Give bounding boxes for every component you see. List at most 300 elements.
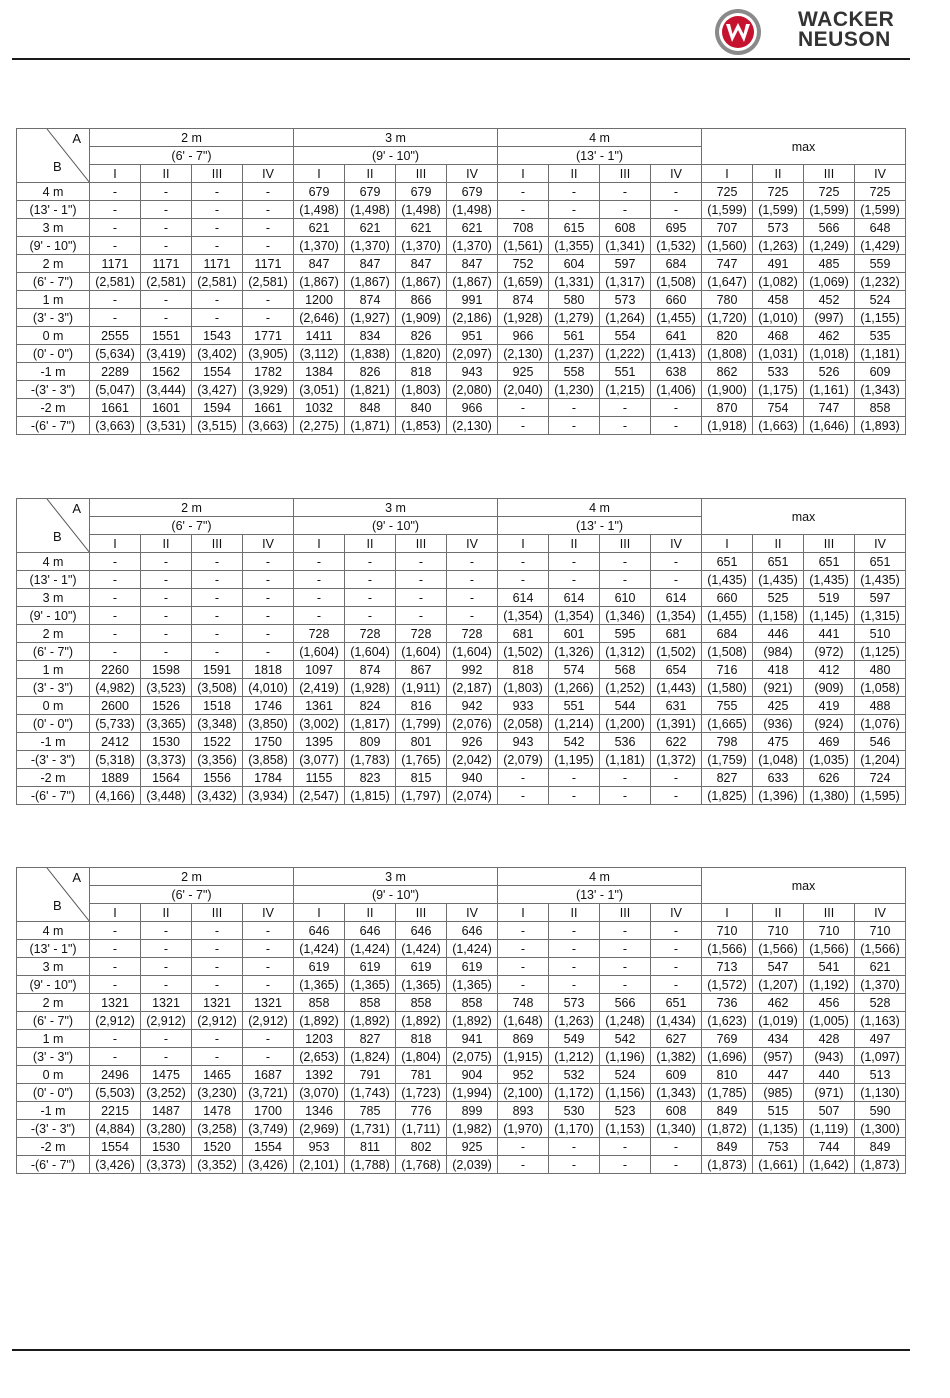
table-cell: 904 xyxy=(447,1066,498,1084)
table-cell: 1321 xyxy=(90,994,141,1012)
table-cell: (3,002) xyxy=(294,715,345,733)
wacker-neuson-logo-mark-icon xyxy=(714,8,762,56)
table-cell: 710 xyxy=(702,922,753,940)
column-header: IV xyxy=(243,535,294,553)
table-cell: 480 xyxy=(855,661,906,679)
table-cell: 725 xyxy=(702,183,753,201)
table-cell: (1,153) xyxy=(600,1120,651,1138)
column-header: I xyxy=(702,535,753,553)
table-cell: (1,215) xyxy=(600,381,651,399)
table-row xyxy=(17,958,906,976)
row-label: 2 m xyxy=(17,255,90,273)
table-cell: 1750 xyxy=(243,733,294,751)
row-label: 0 m xyxy=(17,1066,90,1084)
corner-cell xyxy=(17,868,90,922)
table-cell: 818 xyxy=(396,1030,447,1048)
table-cell: 933 xyxy=(498,697,549,715)
brand-line-2: NEUSON xyxy=(798,28,891,51)
column-header: I xyxy=(90,165,141,183)
table-cell: (1,604) xyxy=(396,643,447,661)
table-cell: - xyxy=(141,625,192,643)
table-cell: 755 xyxy=(702,697,753,715)
table-cell: (1,892) xyxy=(447,1012,498,1030)
table-cell: 679 xyxy=(447,183,498,201)
table-cell: (1,911) xyxy=(396,679,447,697)
table-cell: (1,424) xyxy=(396,940,447,958)
table-cell: 1518 xyxy=(192,697,243,715)
table-cell: (1,498) xyxy=(345,201,396,219)
table-cell: - xyxy=(600,958,651,976)
table-cell: 597 xyxy=(855,589,906,607)
table-cell: 614 xyxy=(651,589,702,607)
table-cell: 1687 xyxy=(243,1066,294,1084)
table-cell: - xyxy=(345,553,396,571)
table-cell: (2,581) xyxy=(90,273,141,291)
table-cell: 684 xyxy=(651,255,702,273)
table-cell: (936) xyxy=(753,715,804,733)
table-cell: 619 xyxy=(447,958,498,976)
table-cell: 716 xyxy=(702,661,753,679)
table-cell: - xyxy=(90,940,141,958)
table-cell: - xyxy=(141,219,192,237)
table-row xyxy=(17,1030,906,1048)
table-cell: 847 xyxy=(447,255,498,273)
row-label: (9' - 10") xyxy=(17,976,90,994)
table-cell: (2,912) xyxy=(243,1012,294,1030)
table-cell: (2,186) xyxy=(447,309,498,327)
table-cell: - xyxy=(192,976,243,994)
table-cell: (1,838) xyxy=(345,345,396,363)
table-cell: 823 xyxy=(345,769,396,787)
table-cell: 621 xyxy=(345,219,396,237)
table-cell: 535 xyxy=(855,327,906,345)
row-label: 3 m xyxy=(17,219,90,237)
table-cell: 1818 xyxy=(243,661,294,679)
table-cell: (1,803) xyxy=(498,679,549,697)
group-header: max xyxy=(702,868,906,904)
table-cell: 609 xyxy=(651,1066,702,1084)
table-cell: 866 xyxy=(396,291,447,309)
table-cell: 619 xyxy=(396,958,447,976)
table-cell: (1,561) xyxy=(498,237,549,255)
table-cell: (1,970) xyxy=(498,1120,549,1138)
table-cell: - xyxy=(192,183,243,201)
column-header: I xyxy=(498,535,549,553)
table-cell: 1564 xyxy=(141,769,192,787)
header-row-columns xyxy=(17,904,906,922)
row-label: 1 m xyxy=(17,661,90,679)
table-cell: 542 xyxy=(549,733,600,751)
table-cell: - xyxy=(396,589,447,607)
table-cell: 566 xyxy=(600,994,651,1012)
table-cell: 447 xyxy=(753,1066,804,1084)
table-cell: (1,266) xyxy=(549,679,600,697)
table-cell: 992 xyxy=(447,661,498,679)
table-cell: 785 xyxy=(345,1102,396,1120)
table-row xyxy=(17,255,906,273)
table-cell: 573 xyxy=(600,291,651,309)
table-cell: 849 xyxy=(702,1102,753,1120)
row-label: 0 m xyxy=(17,697,90,715)
table-cell: - xyxy=(192,1048,243,1066)
row-label: -1 m xyxy=(17,363,90,381)
table-cell: 530 xyxy=(549,1102,600,1120)
table-cell: - xyxy=(549,417,600,435)
table-cell: (1,623) xyxy=(702,1012,753,1030)
table-cell: (3,508) xyxy=(192,679,243,697)
table-cell: 753 xyxy=(753,1138,804,1156)
table-cell: (1,872) xyxy=(702,1120,753,1138)
table-cell: - xyxy=(600,1138,651,1156)
column-header: I xyxy=(498,904,549,922)
table-cell: 943 xyxy=(498,733,549,751)
table-cell: 858 xyxy=(345,994,396,1012)
corner-label-b: B xyxy=(53,898,62,913)
table-cell: (1,927) xyxy=(345,309,396,327)
row-label: 1 m xyxy=(17,291,90,309)
table-cell: 858 xyxy=(396,994,447,1012)
table-cell: 1032 xyxy=(294,399,345,417)
row-label: 4 m xyxy=(17,553,90,571)
table-row xyxy=(17,1138,906,1156)
table-cell: 2260 xyxy=(90,661,141,679)
table-cell: 827 xyxy=(702,769,753,787)
table-cell: (1,982) xyxy=(447,1120,498,1138)
table-cell: (3,280) xyxy=(141,1120,192,1138)
table-cell: (2,969) xyxy=(294,1120,345,1138)
table-cell: - xyxy=(498,940,549,958)
table-cell: - xyxy=(141,1030,192,1048)
table-cell: (1,821) xyxy=(345,381,396,399)
table-cell: (4,010) xyxy=(243,679,294,697)
table-cell: (943) xyxy=(804,1048,855,1066)
table-cell: - xyxy=(549,787,600,805)
row-label: 4 m xyxy=(17,183,90,201)
table-cell: - xyxy=(141,309,192,327)
table-row xyxy=(17,183,906,201)
column-header: II xyxy=(753,904,804,922)
table-cell: 513 xyxy=(855,1066,906,1084)
table-cell: 874 xyxy=(345,291,396,309)
table-cell: 725 xyxy=(753,183,804,201)
table-cell: 551 xyxy=(549,697,600,715)
table-cell: (1,413) xyxy=(651,345,702,363)
column-header: III xyxy=(804,535,855,553)
table-cell: 633 xyxy=(753,769,804,787)
table-cell: 580 xyxy=(549,291,600,309)
table-cell: - xyxy=(141,237,192,255)
table-cell: 725 xyxy=(804,183,855,201)
table-cell: (1,435) xyxy=(804,571,855,589)
table-cell: 544 xyxy=(600,697,651,715)
table-cell: (1,900) xyxy=(702,381,753,399)
header-row-groups xyxy=(17,499,906,517)
row-label: (9' - 10") xyxy=(17,607,90,625)
table-cell: (3,356) xyxy=(192,751,243,769)
table-cell: 1591 xyxy=(192,661,243,679)
column-header: IV xyxy=(855,535,906,553)
table-cell: (1,048) xyxy=(753,751,804,769)
table-cell: (1,434) xyxy=(651,1012,702,1030)
column-header: IV xyxy=(447,165,498,183)
table-cell: 542 xyxy=(600,1030,651,1048)
table-cell: 1700 xyxy=(243,1102,294,1120)
table-cell: (3,444) xyxy=(141,381,192,399)
table-cell: 1171 xyxy=(141,255,192,273)
table-cell: - xyxy=(600,553,651,571)
table-cell: - xyxy=(600,976,651,994)
table-cell: - xyxy=(243,607,294,625)
table-cell: - xyxy=(549,183,600,201)
table-cell: (1,765) xyxy=(396,751,447,769)
table-cell: (3,051) xyxy=(294,381,345,399)
table-cell: 1395 xyxy=(294,733,345,751)
table-cell: 1384 xyxy=(294,363,345,381)
table-cell: (1,566) xyxy=(855,940,906,958)
table-cell: 497 xyxy=(855,1030,906,1048)
table-cell: 869 xyxy=(498,1030,549,1048)
table-cell: (2,100) xyxy=(498,1084,549,1102)
table-cell: - xyxy=(549,571,600,589)
row-label: -(3' - 3") xyxy=(17,381,90,399)
table-cell: (1,010) xyxy=(753,309,804,327)
table-cell: 526 xyxy=(804,363,855,381)
table-cell: 769 xyxy=(702,1030,753,1048)
table-cell: (1,647) xyxy=(702,273,753,291)
table-cell: (1,783) xyxy=(345,751,396,769)
table-cell: (972) xyxy=(804,643,855,661)
table-cell: 441 xyxy=(804,625,855,643)
table-row xyxy=(17,381,906,399)
table-cell: 468 xyxy=(753,327,804,345)
table-cell: (1,264) xyxy=(600,309,651,327)
group-header: 3 m xyxy=(294,129,498,147)
row-label: 2 m xyxy=(17,994,90,1012)
table-cell: 547 xyxy=(753,958,804,976)
column-header: II xyxy=(141,165,192,183)
table-cell: (924) xyxy=(804,715,855,733)
table-cell: - xyxy=(600,571,651,589)
table-cell: 847 xyxy=(294,255,345,273)
table-cell: - xyxy=(651,1138,702,1156)
table-cell: (1,663) xyxy=(753,417,804,435)
table-cell: (1,252) xyxy=(600,679,651,697)
table-cell: 595 xyxy=(600,625,651,643)
table-cell: 1746 xyxy=(243,697,294,715)
row-label: (13' - 1") xyxy=(17,201,90,219)
table-cell: 2496 xyxy=(90,1066,141,1084)
table-cell: (3,523) xyxy=(141,679,192,697)
table-row xyxy=(17,661,906,679)
table-cell: - xyxy=(243,219,294,237)
table-cell: - xyxy=(294,607,345,625)
row-label: 0 m xyxy=(17,327,90,345)
table-cell: (2,079) xyxy=(498,751,549,769)
table-cell: (1,435) xyxy=(753,571,804,589)
column-header: III xyxy=(600,165,651,183)
table-cell: 1321 xyxy=(141,994,192,1012)
table-cell: 849 xyxy=(855,1138,906,1156)
table-cell: 942 xyxy=(447,697,498,715)
table-cell: 943 xyxy=(447,363,498,381)
table-cell: (1,279) xyxy=(549,309,600,327)
column-header: II xyxy=(549,535,600,553)
table-cell: - xyxy=(192,607,243,625)
row-label: (6' - 7") xyxy=(17,1012,90,1030)
table-cell: (1,566) xyxy=(702,940,753,958)
table-cell: 2555 xyxy=(90,327,141,345)
table-cell: (1,312) xyxy=(600,643,651,661)
table-cell: 1522 xyxy=(192,733,243,751)
group-header: 3 m xyxy=(294,499,498,517)
row-label: (3' - 3") xyxy=(17,1048,90,1066)
table-cell: 614 xyxy=(498,589,549,607)
table-cell: (2,101) xyxy=(294,1156,345,1174)
table-cell: 551 xyxy=(600,363,651,381)
group-header: 2 m xyxy=(90,129,294,147)
table-cell: - xyxy=(498,958,549,976)
table-cell: 840 xyxy=(396,399,447,417)
column-header: III xyxy=(192,165,243,183)
column-header: IV xyxy=(243,904,294,922)
table-cell: (1,192) xyxy=(804,976,855,994)
table-cell: 811 xyxy=(345,1138,396,1156)
table-cell: - xyxy=(294,553,345,571)
table-cell: (1,232) xyxy=(855,273,906,291)
table-cell: 590 xyxy=(855,1102,906,1120)
table-row xyxy=(17,399,906,417)
table-cell: (3,721) xyxy=(243,1084,294,1102)
table-cell: (3,515) xyxy=(192,417,243,435)
table-cell: (1,659) xyxy=(498,273,549,291)
row-label: -1 m xyxy=(17,1102,90,1120)
column-header: I xyxy=(702,165,753,183)
column-header: III xyxy=(600,904,651,922)
table-row xyxy=(17,363,906,381)
table-cell: - xyxy=(141,291,192,309)
table-cell: 858 xyxy=(855,399,906,417)
table-cell: 425 xyxy=(753,697,804,715)
table-row xyxy=(17,1102,906,1120)
table-cell: (1,365) xyxy=(447,976,498,994)
table-cell: 810 xyxy=(702,1066,753,1084)
table-cell: (1,204) xyxy=(855,751,906,769)
header-row-columns xyxy=(17,535,906,553)
table-cell: (1,380) xyxy=(804,787,855,805)
column-header: IV xyxy=(243,165,294,183)
table-cell: 781 xyxy=(396,1066,447,1084)
table-cell: (1,424) xyxy=(345,940,396,958)
table-cell: - xyxy=(498,787,549,805)
table-cell: 452 xyxy=(804,291,855,309)
column-header: IV xyxy=(447,904,498,922)
table-cell: 1171 xyxy=(243,255,294,273)
column-header: IV xyxy=(447,535,498,553)
row-label: (0' - 0") xyxy=(17,345,90,363)
table-cell: 609 xyxy=(855,363,906,381)
table-cell: 713 xyxy=(702,958,753,976)
column-header: I xyxy=(294,904,345,922)
table-cell: 1346 xyxy=(294,1102,345,1120)
table-cell: (1,820) xyxy=(396,345,447,363)
table-cell: (1,566) xyxy=(804,940,855,958)
table-cell: (2,130) xyxy=(498,345,549,363)
group-header: max xyxy=(702,499,906,535)
table-cell: - xyxy=(243,940,294,958)
table-cell: (2,080) xyxy=(447,381,498,399)
table-row xyxy=(17,273,906,291)
table-row xyxy=(17,679,906,697)
corner-label-b: B xyxy=(53,159,62,174)
table-cell: - xyxy=(243,1048,294,1066)
table-cell: - xyxy=(498,201,549,219)
table-cell: (1,263) xyxy=(753,237,804,255)
table-cell: 874 xyxy=(345,661,396,679)
column-header: II xyxy=(549,165,600,183)
table-cell: - xyxy=(192,201,243,219)
table-cell: (4,166) xyxy=(90,787,141,805)
table-cell: - xyxy=(141,589,192,607)
table-cell: 622 xyxy=(651,733,702,751)
table-cell: (1,560) xyxy=(702,237,753,255)
table-cell: (1,158) xyxy=(753,607,804,625)
table-cell: (1,711) xyxy=(396,1120,447,1138)
table-cell: 1475 xyxy=(141,1066,192,1084)
table-cell: 940 xyxy=(447,769,498,787)
lift-capacity-table-2 xyxy=(16,498,906,805)
table-cell: 515 xyxy=(753,1102,804,1120)
table-cell: - xyxy=(192,643,243,661)
table-cell: 654 xyxy=(651,661,702,679)
table-cell: - xyxy=(651,399,702,417)
table-cell: - xyxy=(192,571,243,589)
table-cell: 574 xyxy=(549,661,600,679)
table-cell: 419 xyxy=(804,697,855,715)
table-cell: (1,237) xyxy=(549,345,600,363)
table-cell: (1,429) xyxy=(855,237,906,255)
group-subheader: (13' - 1") xyxy=(498,517,702,535)
table-cell: (2,058) xyxy=(498,715,549,733)
table-cell: - xyxy=(90,291,141,309)
table-cell: - xyxy=(549,201,600,219)
table-cell: - xyxy=(243,291,294,309)
table-cell: (1,097) xyxy=(855,1048,906,1066)
table-cell: - xyxy=(90,625,141,643)
table-cell: - xyxy=(498,399,549,417)
row-label: -2 m xyxy=(17,1138,90,1156)
table-cell: - xyxy=(498,571,549,589)
table-cell: (1,354) xyxy=(651,607,702,625)
table-cell: (1,161) xyxy=(804,381,855,399)
table-cell: - xyxy=(498,183,549,201)
table-row xyxy=(17,237,906,255)
table-cell: (1,212) xyxy=(549,1048,600,1066)
table-cell: - xyxy=(549,958,600,976)
table-cell: (3,426) xyxy=(90,1156,141,1174)
table-cell: - xyxy=(141,183,192,201)
table-cell: (1,263) xyxy=(549,1012,600,1030)
table-cell: - xyxy=(651,183,702,201)
table-cell: (1,803) xyxy=(396,381,447,399)
column-header: I xyxy=(294,165,345,183)
table-cell: (1,370) xyxy=(396,237,447,255)
table-cell: 752 xyxy=(498,255,549,273)
table-cell: (3,531) xyxy=(141,417,192,435)
table-cell: 791 xyxy=(345,1066,396,1084)
group-subheader: (13' - 1") xyxy=(498,886,702,904)
row-label: -(6' - 7") xyxy=(17,1156,90,1174)
table-cell: (1,661) xyxy=(753,1156,804,1174)
